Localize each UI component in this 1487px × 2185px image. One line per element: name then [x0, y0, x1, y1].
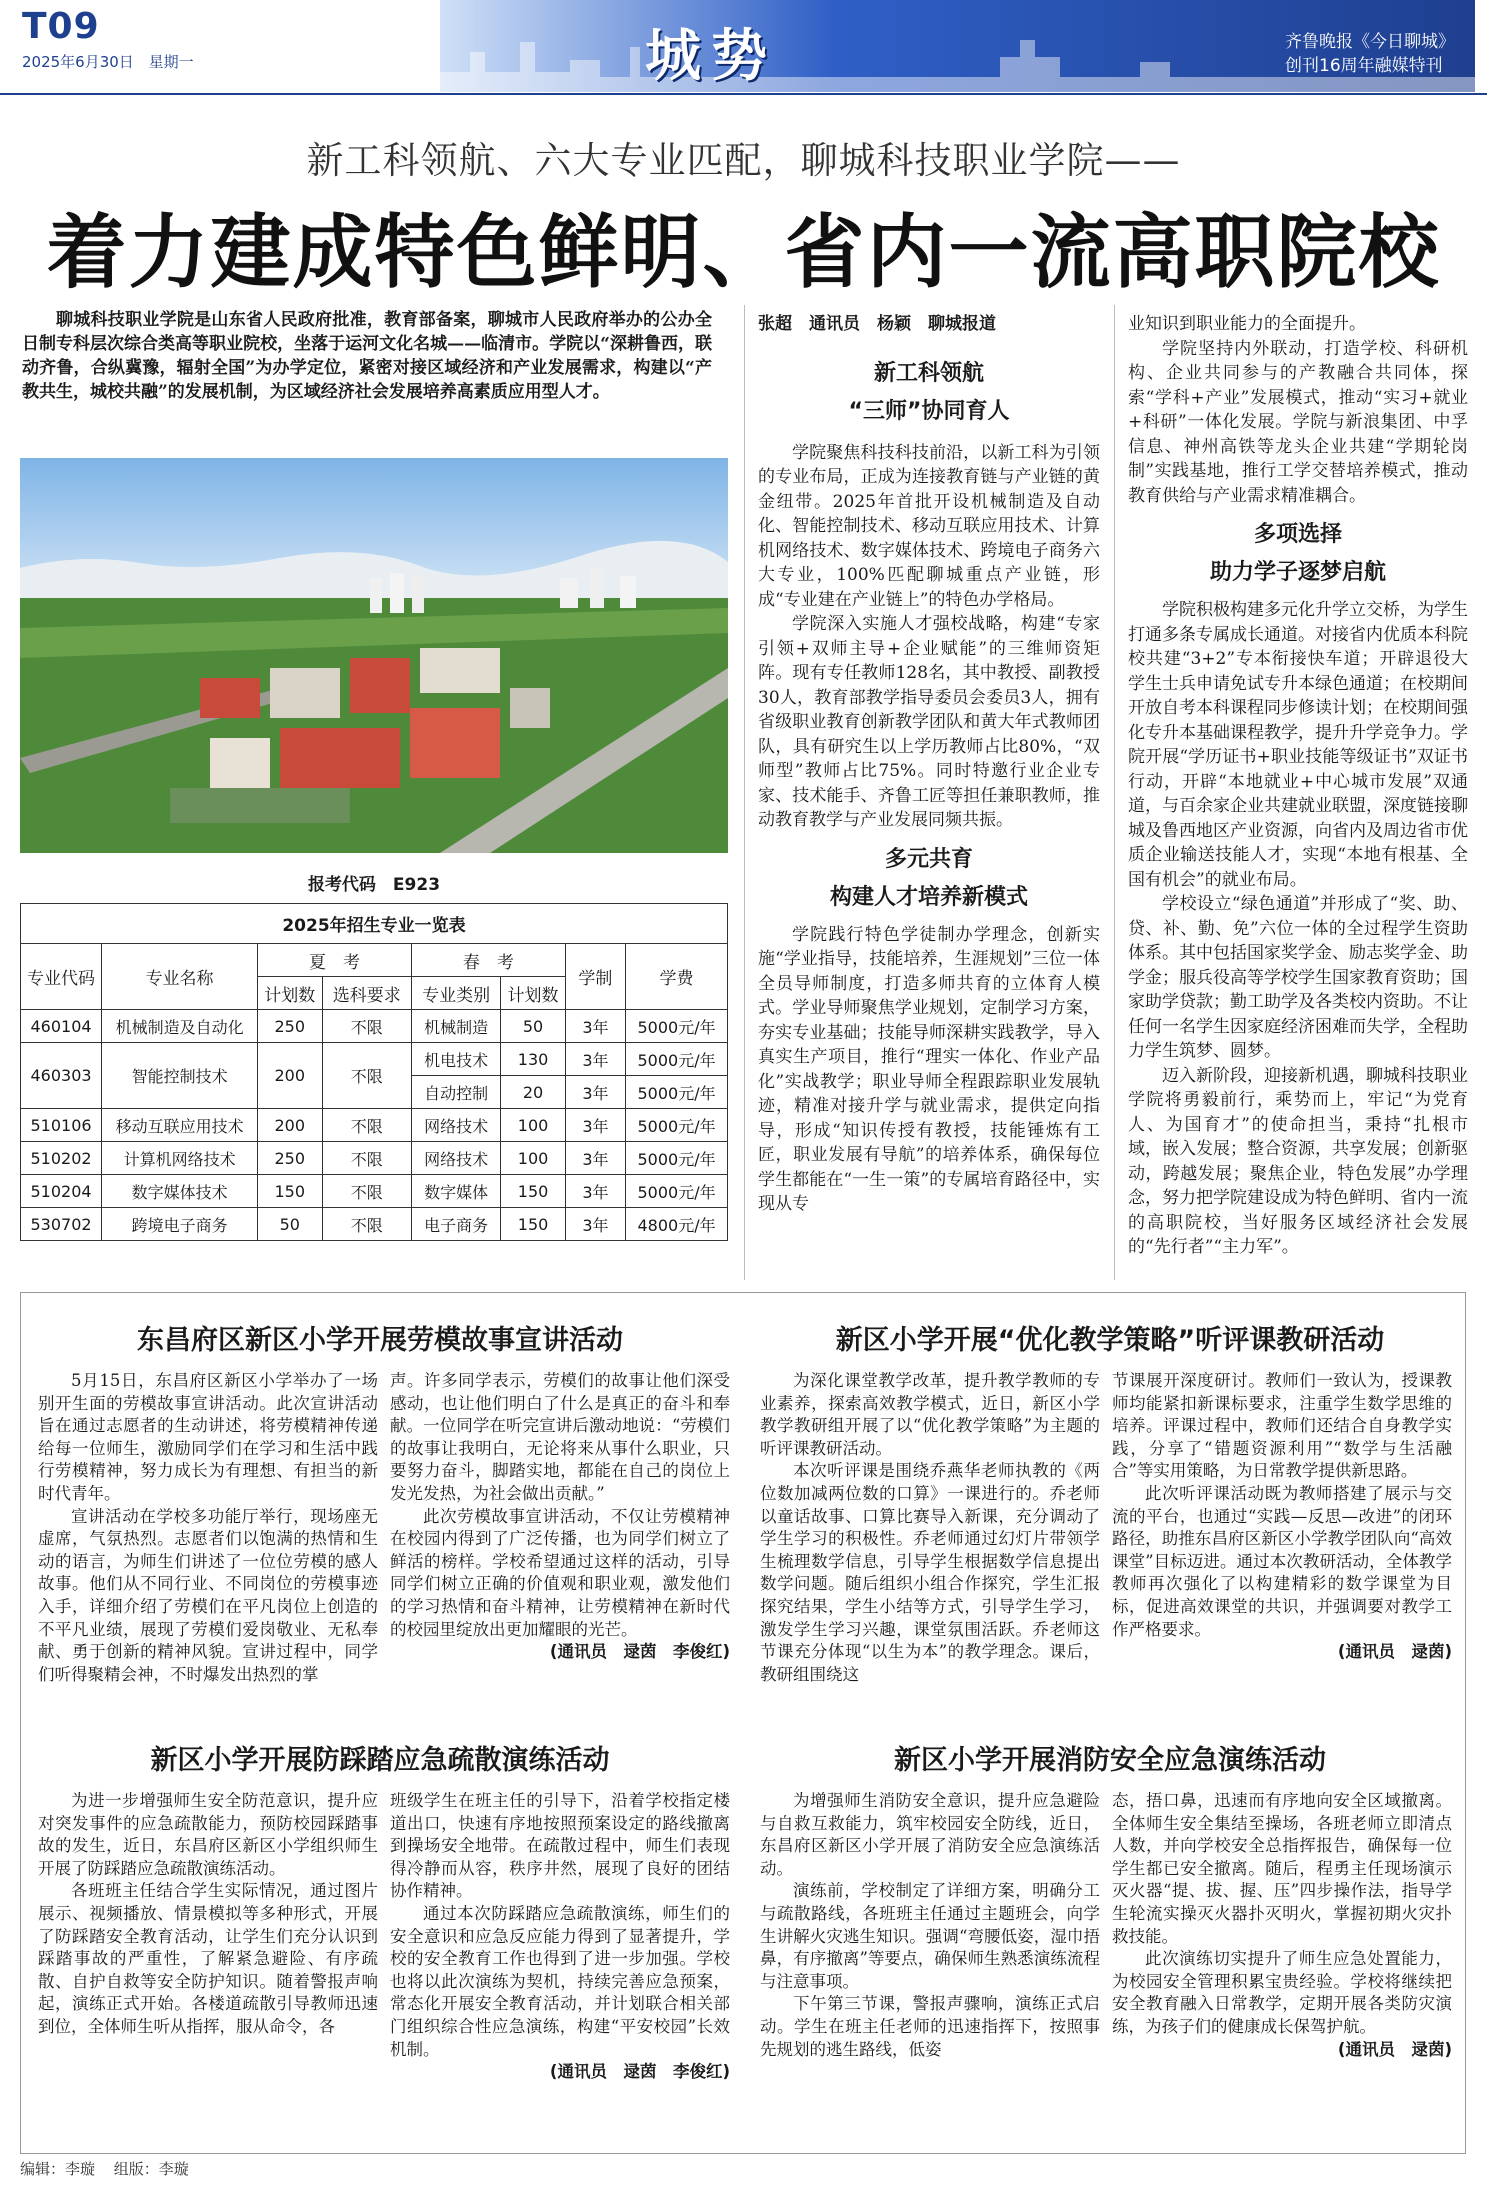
- cell-req: 不限: [322, 1175, 411, 1208]
- cell-cat: 自动控制: [411, 1076, 500, 1109]
- paragraph: 此次演练切实提升了师生应急处置能力，为校园安全管理积累宝贵经验。学校将继续把安全教育融入日常教学，定期开展各类防灾演练，为孩子们的健康成长保驾护航。: [1112, 1949, 1452, 2036]
- table-row: [21, 1142, 728, 1175]
- cell-plan2: 150: [501, 1208, 565, 1241]
- cell-name: 数字媒体技术: [102, 1175, 258, 1208]
- paragraph: 此次听评课活动既为教师搭建了展示与交流的平台，也通过“实践—反思—改进”的闭环路径，助推东昌府区新区小学教学团队向“高效课堂”目标迈进。通过本次教研活动，全体教学教师再次强化了以构建精彩的数学课堂为目标，促进高效课堂的共识，并强调要对教学工作严格要求。: [1112, 1483, 1452, 1639]
- col-header-years: 学制: [565, 944, 625, 1010]
- cell-code: 510204: [21, 1175, 102, 1208]
- section-heading-3: [1128, 516, 1468, 592]
- table-row: [21, 1208, 728, 1241]
- cell-plan: 250: [258, 1010, 322, 1043]
- cell-plan2: 50: [501, 1010, 565, 1043]
- paragraph: 演练前，学校制定了详细方案，明确分工与疏散路线，各班班主任通过主题班会，向学生讲解火灾逃生知识。强调“弯腰低姿，湿巾捂鼻，有序撤离”等要点，确保师生熟悉演练流程与注意事项。: [760, 1881, 1100, 1991]
- section-banner: [440, 0, 1475, 92]
- issue-date: [22, 51, 194, 72]
- news-title-2: 新区小学开展“优化教学策略”听评课教研活动: [835, 1325, 1385, 1356]
- col-header-spring: 春 考: [411, 944, 565, 977]
- col-header-cat: 专业类别: [411, 977, 500, 1010]
- col-header-plan2: 计划数: [501, 977, 565, 1010]
- enrollment-table-wrap: [20, 903, 728, 1241]
- news-title-4: 新区小学开展消防安全应急演练活动: [894, 1745, 1326, 1776]
- section-heading-3-line2: 助力学子逐梦启航: [1209, 560, 1386, 585]
- table-row: [21, 1043, 728, 1076]
- paragraph: 业知识到职业能力的全面提升。: [1128, 314, 1366, 334]
- article-column-2: [758, 312, 1100, 1217]
- article-column-3: [1128, 312, 1468, 1260]
- column-divider: [1114, 305, 1115, 1280]
- paragraph: 各班班主任结合学生实际情况，通过图片展示、视频播放、情景模拟等多种形式，开展了防踩踏安全教育活动，让学生们充分认识到踩踏事故的严重性，了解紧急避险、有序疏散、自护自救等安全防护知识。随着警报声响起，演练正式开始。各楼道疏散引导教师迅速到位，全体师生听从指挥，服从命令，各: [38, 1881, 378, 2036]
- news-2-col-a: [760, 1370, 1100, 1686]
- section-heading-2: [758, 841, 1100, 917]
- cell-plan: 200: [258, 1109, 322, 1142]
- table-caption: 2025年招生专业一览表: [21, 904, 728, 944]
- paragraph: 学院践行特色学徒制办学理念，创新实施“学业指导，技能培养，生涯规划”三位一体全员导师制度，打造多师共育的立体育人模式。学业导师聚焦学业规划，定制学习方案，夯实专业基础；技能导师深耕实践教学，导入真实生产项目，推行“理实一体化、作业产品化”实战教学；职业导师全程跟踪职业发展轨迹，精准对接升学与就业需求，提供定向指导，形成“知识传授有教授，技能锤炼有工匠，职业发展有导航”的培养体系，确保每位学生都能在“一生一策”的专属培育路径中，实现从专: [758, 924, 1100, 1214]
- paper-info: [1285, 30, 1455, 78]
- news-credit: (通讯员 逯茵 李俊红): [549, 2062, 730, 2082]
- paragraph: 学院积极构建多元化升学立交桥，为学生打通多条专属成长通道。对接省内优质本科院校共建“3+2”专本衔接快车道；开辟退役大学生士兵申请免试专升本绿色通道；在校期间开放自考本科课程同步修读计划；在校期间强化专升本基础课程教学，提升升学竞争力。学院开展“学历证书+职业技能等级证书”双证书行动，开辟“本地就业+中心城市发展”双通道，与百余家企业共建就业联盟，深度链接聊城及鲁西地区产业资源，向省内及周边省市优质企业输送技能人才，实现“本地有根基、全国有机会”的就业布局。: [1128, 600, 1468, 890]
- cell-years: 3年: [565, 1208, 625, 1241]
- cell-name: 计算机网络技术: [102, 1142, 258, 1175]
- section-title: 城势: [645, 24, 777, 89]
- paragraph: 宣讲活动在学校多功能厅举行，现场座无虚席，气氛热烈。志愿者们以饱满的热情和生动的语言，为师生们讲述了一位位劳模的感人故事。他们从不同行业、不同岗位的劳模事迹入手，详细介绍了劳模们在平凡岗位上创造的不平凡业绩，展现了劳模们爱岗敬业、无私奉献、勇于创新的精神风貌。宣讲过程中，同学们听得聚精会神，不时爆发出热烈的掌: [38, 1506, 378, 1684]
- cell-name: 跨境电子商务: [102, 1208, 258, 1241]
- paragraph: 态，捂口鼻，迅速而有序地向安全区域撤离。全体师生安全集结至操场，各班老师立即清点人数，并向学校安全总指挥报告，确保每一位学生都已安全撤离。随后，程勇主任现场演示灭火器“提、拔、握、压”四步操作法，指导学生轮流实操灭火器扑灭明火，掌握初期火灾扑救技能。: [1112, 1791, 1452, 1946]
- paragraph: 5月15日，东昌府区新区小学举办了一场别开生面的劳模故事宣讲活动。此次宣讲活动旨在通过志愿者的生动讲述，将劳模精神传递给每一位师生，激励同学们在学习和生活中践行劳模精神，努力成长为有理想、有担当的新时代青年。: [38, 1371, 378, 1503]
- col-header-code: 专业代码: [21, 944, 102, 1010]
- paragraph: 为深化课堂教学改革，提升教学教师的专业素养，探索高效教学模式，近日，新区小学教学教研组开展了以“优化教学策略”为主题的听评课教研活动。: [760, 1371, 1100, 1458]
- cell-name: 机械制造及自动化: [102, 1010, 258, 1043]
- cell-name: 智能控制技术: [102, 1043, 258, 1109]
- col-header-plan: 计划数: [258, 977, 322, 1010]
- lead-paragraph: 聊城科技职业学院是山东省人民政府批准，教育部备案，聊城市人民政府举办的公办全日制专科层次综合类高等职业院校，坐落于运河文化名城——临清市。学院以“深耕鲁西，联动齐鲁，合纵冀豫，辐射全国”为办学定位，紧密对接区域经济和产业发展需求，构建以“产教共生，城校共融”的发展机制，为区域经济社会发展培养高素质应用型人才。: [22, 310, 712, 402]
- cell-code: 460303: [21, 1043, 102, 1109]
- col-header-summer: 夏 考: [258, 944, 412, 977]
- paragraph: 学院聚焦科技科技前沿，以新工科为引领的专业布局，正成为连接教育链与产业链的黄金纽带。2025年首批开设机械制造及自动化、智能控制技术、移动互联应用技术、计算机网络技术、数字媒体技术、跨境电子商务六大专业，100%匹配聊城重点产业链，形成“专业建在产业链上”的特色办学格局。: [758, 442, 1100, 610]
- cell-cat: 数字媒体: [411, 1175, 500, 1208]
- headline-title: 着力建成特色鲜明、省内一流高职院校: [46, 206, 1441, 299]
- cell-plan2: 100: [501, 1109, 565, 1142]
- news-credit: (通讯员 逯茵): [1337, 2039, 1452, 2059]
- paragraph: 学院深入实施人才强校战略，构建“专家引领+双师主导+企业赋能”的三维师资矩阵。现有专任教师128名，其中教授、副教授30人，教育部教学指导委员会委员3人，拥有省级职业教育创新教学团队和黄大年式教师团队，具有研究生以上学历教师占比80%，“双师型”教师占比75%。同时特邀行业企业专家、技术能手、齐鲁工匠等担任兼职教师，推动教育教学与产业发展同频共振。: [758, 614, 1100, 830]
- news-title-1: 东昌府区新区小学开展劳模故事宣讲活动: [137, 1325, 623, 1356]
- editor-credit: 编辑：李璇: [20, 2160, 96, 2178]
- column-divider: [744, 305, 745, 1280]
- table-row: [21, 1109, 728, 1142]
- paragraph: 为增强师生消防安全意识，提升应急避险与自救互救能力，筑牢校园安全防线，近日，东昌府区新区小学开展了消防安全应急演练活动。: [760, 1791, 1100, 1878]
- news-credit: (通讯员 逯茵 李俊红): [549, 1642, 730, 1662]
- page-footer: [20, 2158, 203, 2179]
- paragraph: 此次劳模故事宣讲活动，不仅让劳模精神在校园内得到了广泛传播，也为同学们树立了鲜活的榜样。学校希望通过这样的活动，引导同学们树立正确的价值观和职业观，激发他们的学习热情和奋斗精神，让劳模精神在新时代的校园里绽放出更加耀眼的光芒。: [390, 1506, 730, 1639]
- campus-illustration: [20, 458, 728, 853]
- table-row: [21, 1010, 728, 1043]
- news-1-col-a: [38, 1370, 378, 1686]
- paragraph: 班级学生在班主任的引导下，沿着学校指定楼道出口，快速有序地按照预案设定的路线撤离到操场安全地带。在疏散过程中，师生们表现得冷静而从容，秩序井然，展现了良好的团结协作精神。: [390, 1791, 730, 1901]
- cell-plan2: 150: [501, 1175, 565, 1208]
- cell-fee: 5000元/年: [626, 1076, 728, 1109]
- masthead: [0, 0, 1487, 95]
- news-4-col-a: [760, 1790, 1100, 2061]
- news-credit: (通讯员 逯茵): [1337, 1642, 1452, 1662]
- cell-code: 510106: [21, 1109, 102, 1142]
- paragraph: 学校设立“绿色通道”并形成了“奖、助、贷、补、勤、免”六位一体的全过程学生资助体系。其中包括国家奖学金、励志奖学金、助学金；服兵役高等学校学生国家教育资助；国家助学贷款；勤工助学及各类校内资助。不让任何一名学生因家庭经济困难而失学，全程助力学生筑梦、圆梦。: [1128, 894, 1468, 1061]
- cell-cat: 网络技术: [411, 1109, 500, 1142]
- headline-kicker: 新工科领航、六大专业匹配，聊城科技职业学院——: [306, 139, 1181, 182]
- cell-code: 460104: [21, 1010, 102, 1043]
- cell-plan: 250: [258, 1142, 322, 1175]
- cell-fee: 5000元/年: [626, 1109, 728, 1142]
- cell-cat: 电子商务: [411, 1208, 500, 1241]
- cell-req: 不限: [322, 1142, 411, 1175]
- weekday-text: 星期一: [148, 53, 194, 71]
- campus-aerial-photo: [20, 458, 728, 853]
- cell-req: 不限: [322, 1109, 411, 1142]
- cell-code: 530702: [21, 1208, 102, 1241]
- section-heading-2-line1: 多元共育: [884, 846, 973, 872]
- cell-cat: 机械制造: [411, 1010, 500, 1043]
- section-heading-1-line1: 新工科领航: [873, 360, 984, 386]
- cell-req: 不限: [322, 1010, 411, 1043]
- section-heading-3-line1: 多项选择: [1253, 522, 1342, 547]
- cell-years: 3年: [565, 1076, 625, 1109]
- paragraph: 为进一步增强师生安全防范意识，提升应对突发事件的应急疏散能力，预防校园踩踏事故的发生，近日，东昌府区新区小学组织师生开展了防踩踏应急疏散演练活动。: [38, 1791, 378, 1878]
- paragraph: 下午第三节课，警报声骤响，演练正式启动。学生在班主任老师的迅速指挥下，按照事先规划的逃生路线，低姿: [760, 1994, 1100, 2059]
- cell-years: 3年: [565, 1043, 625, 1076]
- cell-fee: 5000元/年: [626, 1142, 728, 1175]
- section-heading-2-line2: 构建人才培养新模式: [829, 884, 1028, 910]
- cell-fee: 5000元/年: [626, 1010, 728, 1043]
- article-byline: 张超 通讯员 杨颖 聊城报道: [758, 314, 996, 334]
- section-heading-1-line2: “三师”协同育人: [848, 398, 1010, 424]
- paragraph: 声。许多同学表示，劳模们的故事让他们深受感动，也让他们明白了什么是真正的奋斗和奉献。一位同学在听完宣讲后激动地说：“劳模们的故事让我明白，无论将来从事什么职业，只要努力奋斗，脚踏实地，都能在自己的岗位上发光发热，为社会做出贡献。”: [390, 1371, 730, 1503]
- cell-plan2: 20: [501, 1076, 565, 1109]
- cell-cat: 网络技术: [411, 1142, 500, 1175]
- cell-plan2: 130: [501, 1043, 565, 1076]
- paragraph: 本次听评课是围绕乔燕华老师执教的《两位数加减两位数的口算》一课进行的。乔老师以童话故事、口算比赛导入新课，充分调动了学生学习的积极性。乔老师通过幻灯片带领学生梳理数学信息，引导学生根据数学信息提出数学问题。随后组织小组合作探究，学生汇报探究结果，学生小结等方式，引导学生学习，激发学生学习兴趣，课堂氛围活跃。乔老师这节课充分体现“以生为本”的教学理念。课后，教研组围绕这: [760, 1461, 1100, 1684]
- cell-years: 3年: [565, 1109, 625, 1142]
- news-3-col-a: [38, 1790, 378, 2039]
- cell-fee: 4800元/年: [626, 1208, 728, 1241]
- date-text: 2025年6月30日: [22, 53, 134, 71]
- layout-credit: 组版：李璇: [113, 2160, 189, 2178]
- cell-plan: 200: [258, 1043, 322, 1109]
- table-row: [21, 1175, 728, 1208]
- report-code: 报考代码 E923: [307, 875, 441, 895]
- cell-plan2: 100: [501, 1142, 565, 1175]
- cell-years: 3年: [565, 1142, 625, 1175]
- paragraph: 通过本次防踩踏应急疏散演练，师生们的安全意识和应急反应能力得到了显著提升，学校的安全教育工作也得到了进一步加强。学校也将以此次演练为契机，持续完善应急预案，常态化开展安全教育活动，并计划联合相关部门组织综合性应急演练，构建“平安校园”长效机制。: [390, 1903, 730, 2059]
- news-3-col-b: [390, 1790, 730, 2084]
- paragraph: 学院坚持内外联动，打造学校、科研机构、企业共同参与的产教融合共同体，探索“学科+产业”发展模式，推动“实习+就业+科研”一体化发展。学院与新浪集团、中孚信息、神州高铁等龙头企业共建“学期轮岗制”实践基地，推行工学交替培养模式，推动教育供给与产业需求精准耦合。: [1128, 338, 1468, 506]
- special-issue: 创刊16周年融媒特刊: [1285, 56, 1443, 76]
- cell-req: 不限: [322, 1208, 411, 1241]
- cell-years: 3年: [565, 1175, 625, 1208]
- enrollment-table: [20, 903, 728, 1241]
- col-header-req: 选科要求: [322, 977, 411, 1010]
- paragraph: 节课展开深度研讨。教师们一致认为，授课教师均能紧扣新课标要求，注重学生数学思维的培养。评课过程中，教师们还结合自身教学实践，分享了“错题资源利用”“数学与生活融合”等实用策略，为日常教学提供新思路。: [1112, 1371, 1452, 1481]
- paragraph: 迈入新阶段，迎接新机遇，聊城科技职业学院将勇毅前行，乘势而上，牢记“为党育人、为国育才”的使命担当，秉持“扎根市域，嵌入发展；整合资源，共享发展；创新驱动，跨越发展；聚焦企业，特色发展”办学理念，努力把学院建设成为特色鲜明、省内一流的高职院校，当好服务区域经济社会发展的“先行者”“主力军”。: [1128, 1065, 1468, 1257]
- cell-fee: 5000元/年: [626, 1175, 728, 1208]
- cell-code: 510202: [21, 1142, 102, 1175]
- cell-years: 3年: [565, 1010, 625, 1043]
- cell-fee: 5000元/年: [626, 1043, 728, 1076]
- news-title-3: 新区小学开展防踩踏应急疏散演练活动: [150, 1745, 610, 1776]
- cell-plan: 150: [258, 1175, 322, 1208]
- col-header-name: 专业名称: [102, 944, 258, 1010]
- paper-name: 齐鲁晚报《今日聊城》: [1285, 32, 1455, 52]
- page-info: [22, 6, 194, 72]
- cell-plan: 50: [258, 1208, 322, 1241]
- section-heading-1: [758, 355, 1100, 431]
- cell-name: 移动互联应用技术: [102, 1109, 258, 1142]
- cell-req: 不限: [322, 1043, 411, 1109]
- news-1-col-b: [390, 1370, 730, 1664]
- cell-cat: 机电技术: [411, 1043, 500, 1076]
- page-number: T09: [22, 6, 100, 47]
- news-4-col-b: [1112, 1790, 1452, 2061]
- news-2-col-b: [1112, 1370, 1452, 1664]
- col-header-fee: 学费: [626, 944, 728, 1010]
